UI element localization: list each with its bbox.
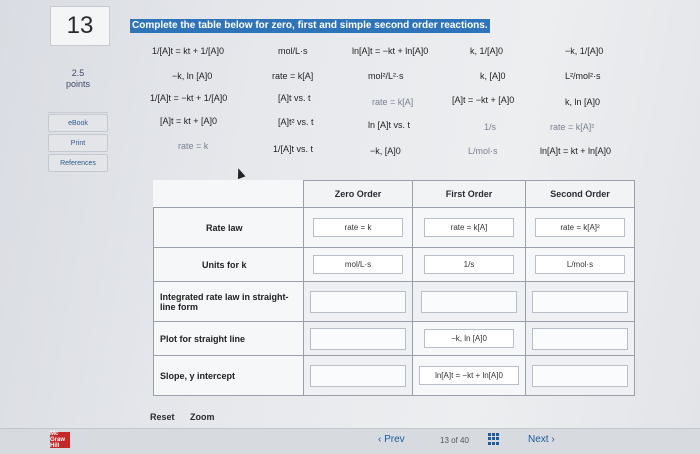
page-of: of: [451, 436, 458, 445]
placed-answer[interactable]: L/mol·s: [535, 255, 625, 274]
empty-slot[interactable]: [532, 328, 628, 350]
drop-zone[interactable]: [304, 356, 413, 396]
question-number: 13: [50, 6, 110, 46]
points-number: 2.5: [71, 68, 85, 78]
drop-zone[interactable]: [526, 248, 635, 282]
answer-option[interactable]: 1/[A]t = −kt + 1/[A]0: [150, 93, 228, 103]
table-row: [154, 282, 635, 322]
column-header: Zero Order: [304, 181, 413, 208]
current-page: 13: [440, 436, 449, 445]
drop-zone[interactable]: [413, 208, 526, 248]
answer-option[interactable]: L/mol·s: [468, 146, 498, 156]
answer-option[interactable]: ln[A]t = kt + ln[A]0: [540, 146, 612, 156]
answer-option[interactable]: −k, ln [A]0: [172, 71, 213, 81]
table-row: [154, 248, 635, 282]
table-corner: [154, 181, 304, 208]
answer-option[interactable]: −k, [A]0: [370, 146, 401, 156]
drop-zone[interactable]: [413, 248, 526, 282]
empty-slot[interactable]: [532, 291, 628, 313]
column-header: First Order: [413, 181, 526, 208]
drop-zone[interactable]: [526, 282, 635, 322]
references-button[interactable]: References: [48, 154, 108, 172]
total-pages: 40: [460, 436, 469, 445]
table-row: [154, 322, 635, 356]
empty-slot[interactable]: [532, 365, 628, 387]
answer-option[interactable]: 1/[A]t vs. t: [273, 144, 314, 154]
ebook-button[interactable]: eBook: [48, 114, 108, 132]
next-button[interactable]: Next ›: [528, 434, 555, 445]
points-value: [46, 68, 110, 90]
grid-icon[interactable]: [488, 433, 500, 445]
answer-option[interactable]: ln [A]t vs. t: [368, 120, 411, 130]
empty-slot[interactable]: [421, 291, 517, 313]
row-label: Rate law: [154, 208, 304, 248]
answer-option[interactable]: mol/L·s: [278, 46, 308, 56]
placed-answer[interactable]: rate = k: [313, 218, 403, 237]
drop-zone[interactable]: [526, 208, 635, 248]
answer-option[interactable]: [A]t vs. t: [278, 93, 311, 103]
drop-zone[interactable]: [526, 356, 635, 396]
answer-option[interactable]: rate = k[A]: [372, 97, 414, 107]
answer-option[interactable]: rate = k[A]²: [550, 122, 595, 132]
drop-zone[interactable]: [413, 322, 526, 356]
drop-zone[interactable]: [304, 322, 413, 356]
row-label: Slope, y intercept: [154, 356, 304, 396]
instructions: Complete the table below for zero, first and simple second order reactions.: [132, 20, 488, 31]
answer-option[interactable]: rate = k: [178, 141, 209, 151]
mcgraw-hill-logo: Mc Graw Hill: [50, 432, 70, 448]
drop-zone[interactable]: [413, 356, 526, 396]
placed-answer[interactable]: 1/s: [424, 255, 514, 274]
zoom-button[interactable]: Zoom: [190, 412, 215, 422]
answer-option[interactable]: 1/s: [484, 122, 497, 132]
answer-option[interactable]: 1/[A]t = kt + 1/[A]0: [152, 46, 225, 56]
drop-zone[interactable]: [526, 322, 635, 356]
answer-option[interactable]: k, [A]0: [480, 71, 506, 81]
rate-law-table: [153, 180, 635, 396]
placed-answer[interactable]: −k, ln [A]0: [424, 329, 514, 348]
points-label: points: [65, 79, 91, 89]
answer-option[interactable]: mol²/L²·s: [368, 71, 404, 81]
answer-option[interactable]: rate = k[A]: [272, 71, 314, 81]
drop-zone[interactable]: [304, 282, 413, 322]
table-row: [154, 356, 635, 396]
column-header: Second Order: [526, 181, 635, 208]
answer-option[interactable]: [A]t² vs. t: [278, 117, 314, 127]
drop-zone[interactable]: [304, 248, 413, 282]
placed-answer[interactable]: rate = k[A]: [424, 218, 514, 237]
placed-answer[interactable]: rate = k[A]²: [535, 218, 625, 237]
empty-slot[interactable]: [310, 365, 406, 387]
row-label: Plot for straight line: [154, 322, 304, 356]
answer-option[interactable]: [A]t = −kt + [A]0: [452, 95, 515, 105]
prev-button[interactable]: ‹ Prev: [378, 434, 405, 445]
answer-option[interactable]: −k, 1/[A]0: [565, 46, 604, 56]
answer-option[interactable]: k, ln [A]0: [565, 97, 601, 107]
placed-answer[interactable]: mol/L·s: [313, 255, 403, 274]
table-header-row: [154, 181, 635, 208]
row-label: Units for k: [154, 248, 304, 282]
answer-option[interactable]: ln[A]t = −kt + ln[A]0: [352, 46, 429, 56]
footer-bar: [0, 428, 700, 454]
reset-button[interactable]: Reset: [150, 412, 175, 422]
drop-zone[interactable]: [413, 282, 526, 322]
empty-slot[interactable]: [310, 328, 406, 350]
row-label: Integrated rate law in straight-line form: [154, 282, 304, 322]
sidebar-divider: [48, 112, 108, 113]
answer-option[interactable]: k, 1/[A]0: [470, 46, 504, 56]
table-row: [154, 208, 635, 248]
answer-option[interactable]: L²/mol²·s: [565, 71, 601, 81]
answer-option[interactable]: [A]t = kt + [A]0: [160, 116, 218, 126]
print-button[interactable]: Print: [48, 134, 108, 152]
placed-answer[interactable]: ln[A]t = −kt + ln[A]0: [419, 366, 519, 385]
page-indicator: [440, 436, 469, 445]
empty-slot[interactable]: [310, 291, 406, 313]
mouse-cursor-icon: [235, 167, 246, 179]
drop-zone[interactable]: [304, 208, 413, 248]
